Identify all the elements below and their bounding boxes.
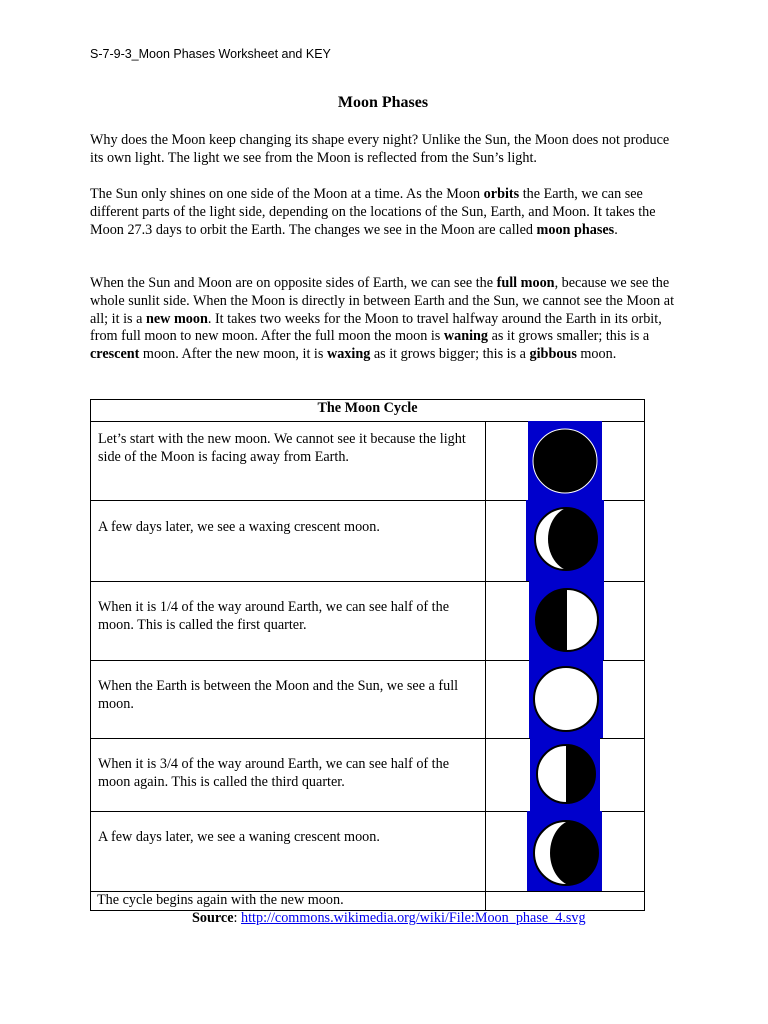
table-row <box>91 892 645 911</box>
third-quarter-image-cell <box>486 739 645 812</box>
bold-term-crescent: crescent <box>90 346 140 363</box>
source-line <box>192 910 586 927</box>
text-run: . <box>614 221 618 238</box>
page-title: Moon Phases <box>337 94 429 111</box>
text-run: the Earth, we can see different parts of the light side, depending on the locations of the Sun, Earth, and Moon. It takes the Moon 27.3 days to orbit the Earth. The changes we see in the Moon are called <box>90 186 656 238</box>
new-moon-image-cell <box>486 422 645 501</box>
text-run: The Sun only shines on one side of the Moon at a time. As the Moon <box>90 186 484 202</box>
table-row <box>91 422 645 501</box>
row-description: A few days later, we see a waning crescent moon. <box>91 812 486 892</box>
table-title: The Moon Cycle <box>91 400 645 422</box>
text-run: as it grows smaller; this is a <box>488 328 650 345</box>
row-description: When it is 1/4 of the way around Earth, we can see half of the moon. This is called the first quarter. <box>91 582 486 661</box>
table-row <box>91 501 645 582</box>
row-description: Let’s start with the new moon. We cannot see it because the light side of the Moon is facing away from Earth. <box>91 422 486 501</box>
orbit-paragraph <box>90 186 680 239</box>
bold-term-waning: waning <box>443 328 489 345</box>
row-description: When it is 3/4 of the way around Earth, we can see half of the moon again. This is called the third quarter. <box>91 739 486 812</box>
waxing-crescent-image-cell <box>486 501 645 582</box>
text-run: as it grows bigger; this is a <box>370 346 530 363</box>
table-row <box>91 582 645 661</box>
waning-crescent-image-cell <box>486 812 645 892</box>
table-row <box>91 661 645 739</box>
text-run: , because we see the whole sunlit side. When the Moon is directly in between Earth and the Sun, we cannot see the Moon at all; it is a <box>90 275 675 327</box>
bold-term-full-moon: full moon <box>496 275 555 291</box>
row-description: The cycle begins again with the new moon. <box>91 892 486 911</box>
table-row <box>91 812 645 892</box>
table-row <box>91 739 645 812</box>
source-label: Source <box>192 910 234 926</box>
bold-term-new-moon: new moon <box>145 310 208 327</box>
source-separator: : <box>233 910 242 926</box>
first-quarter-image-cell <box>486 582 645 661</box>
text-run: moon. After the new moon, it is <box>139 346 327 363</box>
full-moon-image-cell <box>486 661 645 739</box>
row-description: A few days later, we see a waxing crescent moon. <box>91 501 486 582</box>
empty-cell <box>486 892 645 911</box>
phases-paragraph <box>90 275 680 364</box>
text-run: . It takes two weeks for the Moon to travel halfway around the Earth in its orbit, from full moon to new moon. After the full moon the moon is <box>90 310 662 345</box>
moon-cycle-table <box>90 399 645 911</box>
bold-term-waxing: waxing <box>326 346 371 363</box>
bold-term-orbits: orbits <box>483 186 520 202</box>
bold-term-moon-phases: moon phases <box>536 221 615 238</box>
intro-paragraph: Why does the Moon keep changing its shape every night? Unlike the Sun, the Moon does not produce its own light. The light we see from the Moon is reflected from the Sun’s light. <box>90 132 670 166</box>
text-run: moon. <box>576 346 617 363</box>
text-run: When the Sun and Moon are on opposite sides of Earth, we can see the <box>90 275 497 291</box>
row-description: When the Earth is between the Moon and the Sun, we see a full moon. <box>91 661 486 739</box>
bold-term-gibbous: gibbous <box>529 346 577 363</box>
document-id: S-7-9-3_Moon Phases Worksheet and KEY <box>90 47 331 61</box>
source-link[interactable]: http://commons.wikimedia.org/wiki/File:Moon_phase_4.svg <box>241 910 586 926</box>
